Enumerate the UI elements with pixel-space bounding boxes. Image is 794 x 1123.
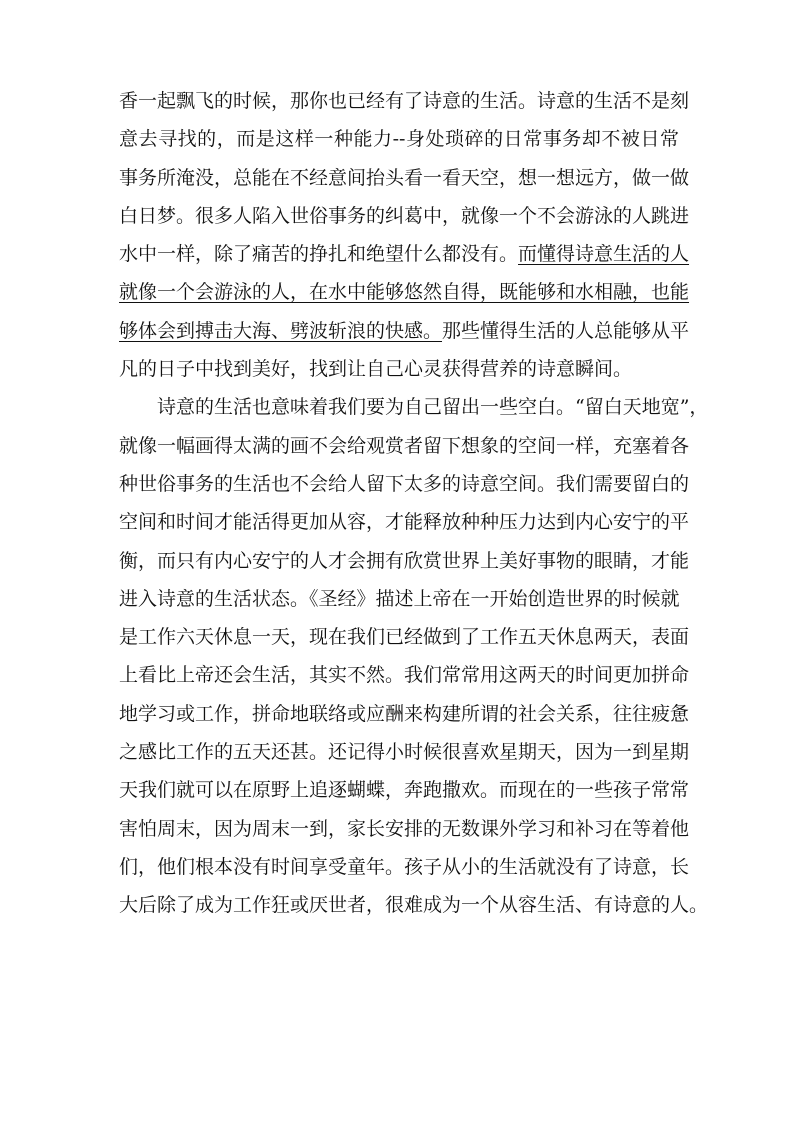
text-run: 之感比工作的五天还甚。还记得小时候很喜欢星期天，因为一到星期 (119, 741, 690, 764)
text-run: 害怕周末，因为周末一到，家长安排的无数课外学习和补习在等着他 (119, 817, 690, 840)
text-run: 就像一幅画得太满的画不会给观赏者留下想象的空间一样，充塞着各 (119, 434, 690, 457)
text-line (119, 427, 690, 465)
text-line (119, 771, 690, 809)
text-line (119, 273, 690, 311)
text-run: 白日梦。很多人陷入世俗事务的纠葛中，就像一个不会游泳的人跳进 (119, 204, 690, 227)
text-line (119, 350, 679, 388)
text-run: 地学习或工作，拼命地联络或应酬来构建所谓的社会关系，往往疲惫 (119, 702, 690, 725)
text-run: 水中一样，除了痛苦的挣扎和绝望什么都没有。 (119, 243, 519, 266)
text-run: 诗意的生活也意味着我们要为自己留出一些空白。“留白天地宽”， (157, 396, 709, 419)
text-run: 香一起飘飞的时候，那你也已经有了诗意的生活。诗意的生活不是刻 (119, 90, 690, 112)
body-text (119, 82, 709, 925)
paragraph-1 (119, 82, 690, 388)
text-run: 衡，而只有内心安宁的人才会拥有欣赏世界上美好事物的眼睛，才能 (119, 549, 690, 572)
text-line (119, 886, 709, 924)
text-line (119, 82, 690, 120)
text-line (119, 465, 690, 503)
text-line (119, 235, 690, 273)
text-line (119, 695, 690, 733)
paragraph-2 (119, 388, 709, 924)
text-run: 进入诗意的生活状态。《圣经》描述上帝在一开始创造世界的时候就 (119, 587, 680, 610)
text-line (119, 542, 690, 580)
text-run: 们，他们根本没有时间享受童年。孩子从小的生活就没有了诗意，长 (119, 855, 690, 878)
text-line (119, 312, 690, 350)
text-run: 意去寻找的，而是这样一种能力--身处琐碎的日常事务却不被日常 (119, 128, 679, 151)
text-run: 空间和时间才能活得更加从容，才能释放种种压力达到内心安宁的平 (119, 511, 690, 534)
text-run: 天我们就可以在原野上追逐蝴蝶，奔跑撒欢。而现在的一些孩子常常 (119, 779, 690, 802)
text-run: 大后除了成为工作狂或厌世者，很难成为一个从容生活、有诗意的人。 (119, 894, 709, 917)
text-run: 种世俗事务的生活也不会给人留下太多的诗意空间。我们需要留白的 (119, 472, 690, 495)
text-line (119, 733, 690, 771)
text-run: 上看比上帝还会生活，其实不然。我们常常用这两天的时间更加拼命 (119, 664, 690, 687)
text-run: 是工作六天休息一天，现在我们已经做到了工作五天休息两天，表面 (119, 626, 690, 649)
text-line (119, 120, 679, 158)
text-line (119, 388, 709, 426)
underlined-text-run: 就像一个会游泳的人，在水中能够悠然自得，既能够和水相融，也能 (119, 281, 690, 304)
text-line (119, 503, 690, 541)
text-run: 凡的日子中找到美好，找到让自己心灵获得营养的诗意瞬间。 (119, 358, 633, 381)
text-line (119, 159, 690, 197)
underlined-text-run: 够体会到搏击大海、劈波斩浪的快感。 (119, 319, 443, 342)
text-line (119, 848, 690, 886)
text-line (119, 656, 690, 694)
text-line (119, 197, 690, 235)
underlined-text-run: 而懂得诗意生活的人 (518, 243, 690, 266)
text-line (119, 618, 690, 656)
text-run: 事务所淹没，总能在不经意间抬头看一看天空，想一想远方，做一做 (119, 166, 690, 189)
text-run: 那些懂得生活的人总能够从平 (442, 319, 690, 342)
text-line (119, 810, 690, 848)
text-line (119, 580, 679, 618)
